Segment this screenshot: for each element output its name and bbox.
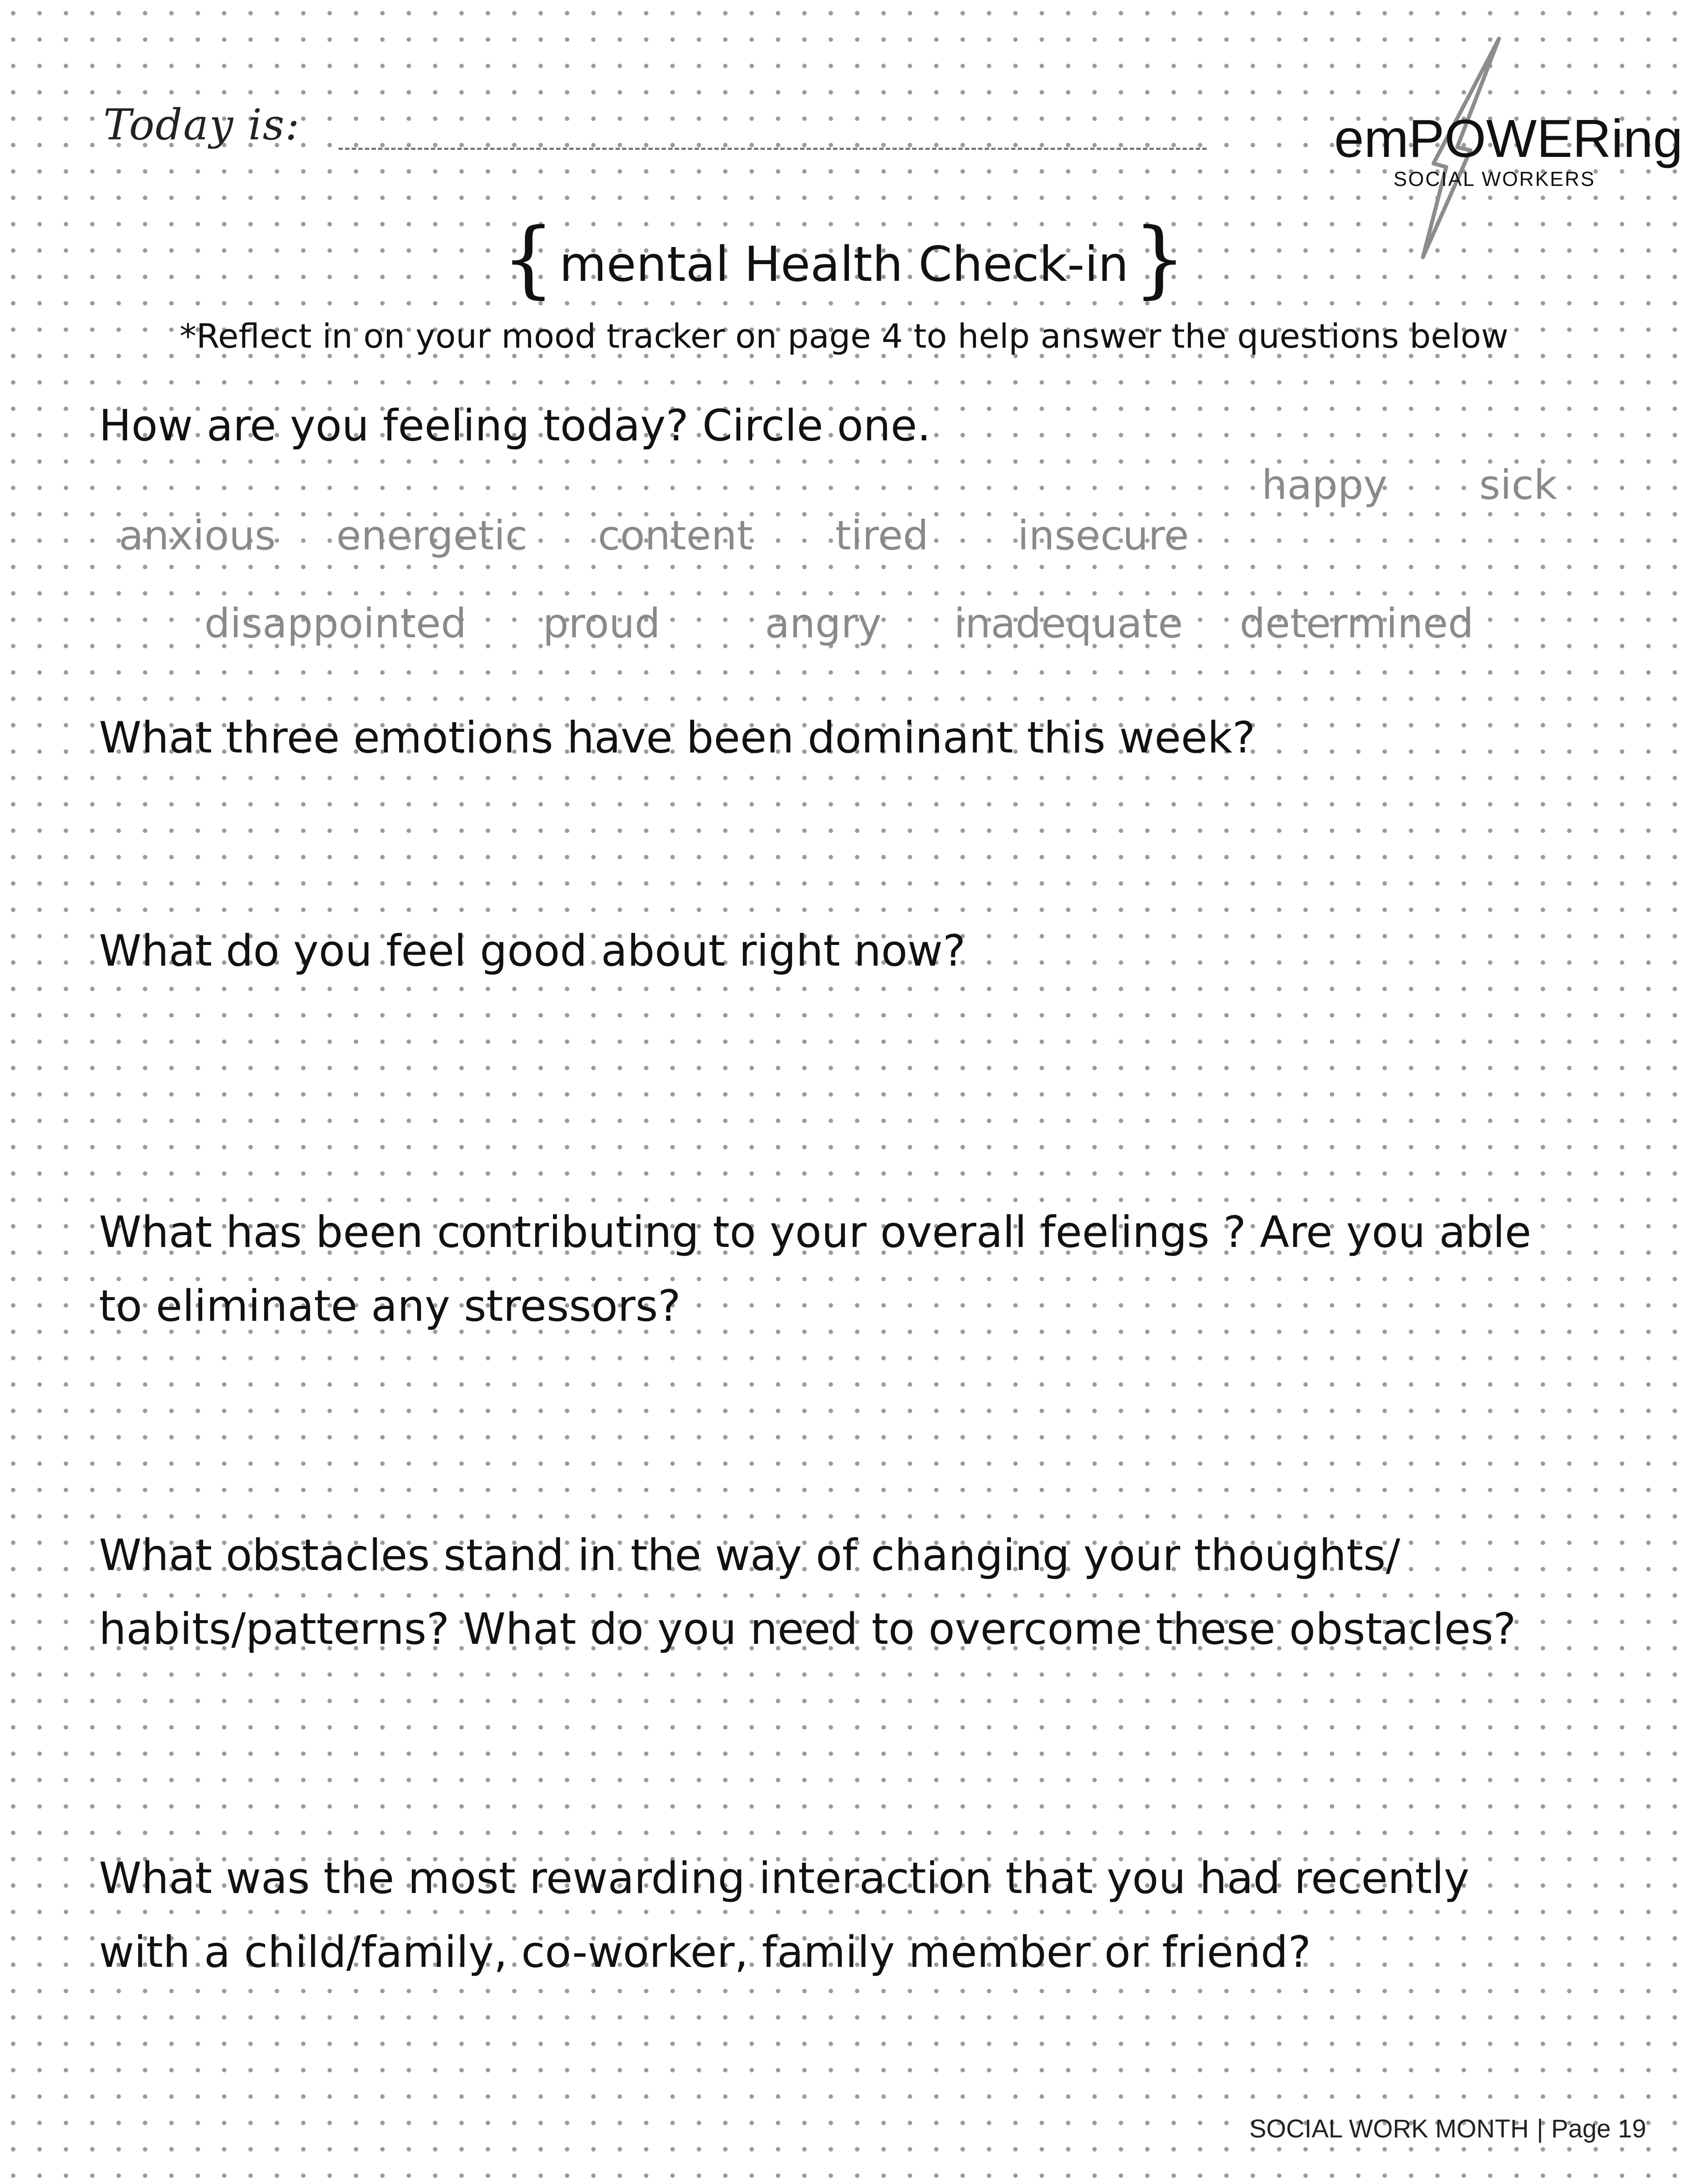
question-line: What three emotions have been dominant this week? <box>99 713 1255 763</box>
logo-wordmark: emPOWERing <box>1334 109 1683 168</box>
question-line: What do you feel good about right now? <box>99 926 966 976</box>
feeling-option-happy[interactable]: happy <box>1262 462 1387 509</box>
question-line: to eliminate any stressors? <box>99 1281 681 1331</box>
feeling-option-angry[interactable]: angry <box>765 600 882 647</box>
question-feel-good <box>99 914 966 988</box>
question-line: What obstacles stand in the way of changing your thoughts/ <box>99 1530 1401 1581</box>
page-title <box>0 210 1688 313</box>
feeling-option-anxious[interactable]: anxious <box>119 512 276 559</box>
question-rewarding-interaction <box>99 1842 1470 1989</box>
question-line: What was the most rewarding interaction that you had recently <box>99 1853 1470 1904</box>
question-line: What has been contributing to your overall feelings ? Are you able <box>99 1207 1532 1257</box>
title-text: mental Health Check-in <box>559 236 1129 292</box>
date-label: Today is: <box>103 100 301 149</box>
question-obstacles <box>99 1519 1516 1666</box>
feeling-option-sick[interactable]: sick <box>1479 462 1557 509</box>
left-brace: { <box>502 210 555 307</box>
right-brace: } <box>1133 210 1186 307</box>
date-entry-line[interactable] <box>338 148 1207 150</box>
page-number: Page 19 <box>1551 2115 1646 2143</box>
feeling-option-disappointed[interactable]: disappointed <box>204 600 467 647</box>
question-line: habits/patterns? What do you need to overcome these obstacles? <box>99 1604 1516 1654</box>
instruction-note: *Reflect in on your mood tracker on page 4 to help answer the questions below <box>179 316 1509 356</box>
logo-tagline: SOCIAL WORKERS <box>1393 167 1596 190</box>
feelings-prompt: How are you feeling today? Circle one. <box>99 401 931 451</box>
question-dominant-emotions <box>99 701 1255 775</box>
feeling-option-tired[interactable]: tired <box>835 512 929 559</box>
feeling-option-insecure[interactable]: insecure <box>1018 512 1189 559</box>
footer-separator: | <box>1536 2115 1543 2143</box>
question-contributing-feelings <box>99 1196 1532 1343</box>
feeling-option-content[interactable]: content <box>598 512 753 559</box>
page-footer <box>1249 2114 1646 2144</box>
footer-section-title: SOCIAL WORK MONTH <box>1249 2115 1529 2143</box>
feeling-option-proud[interactable]: proud <box>543 600 661 647</box>
feeling-option-energetic[interactable]: energetic <box>336 512 528 559</box>
feeling-option-inadequate[interactable]: inadequate <box>954 600 1183 647</box>
question-line: with a child/family, co-worker, family member or friend? <box>99 1927 1311 1977</box>
feeling-option-determined[interactable]: determined <box>1240 600 1474 647</box>
